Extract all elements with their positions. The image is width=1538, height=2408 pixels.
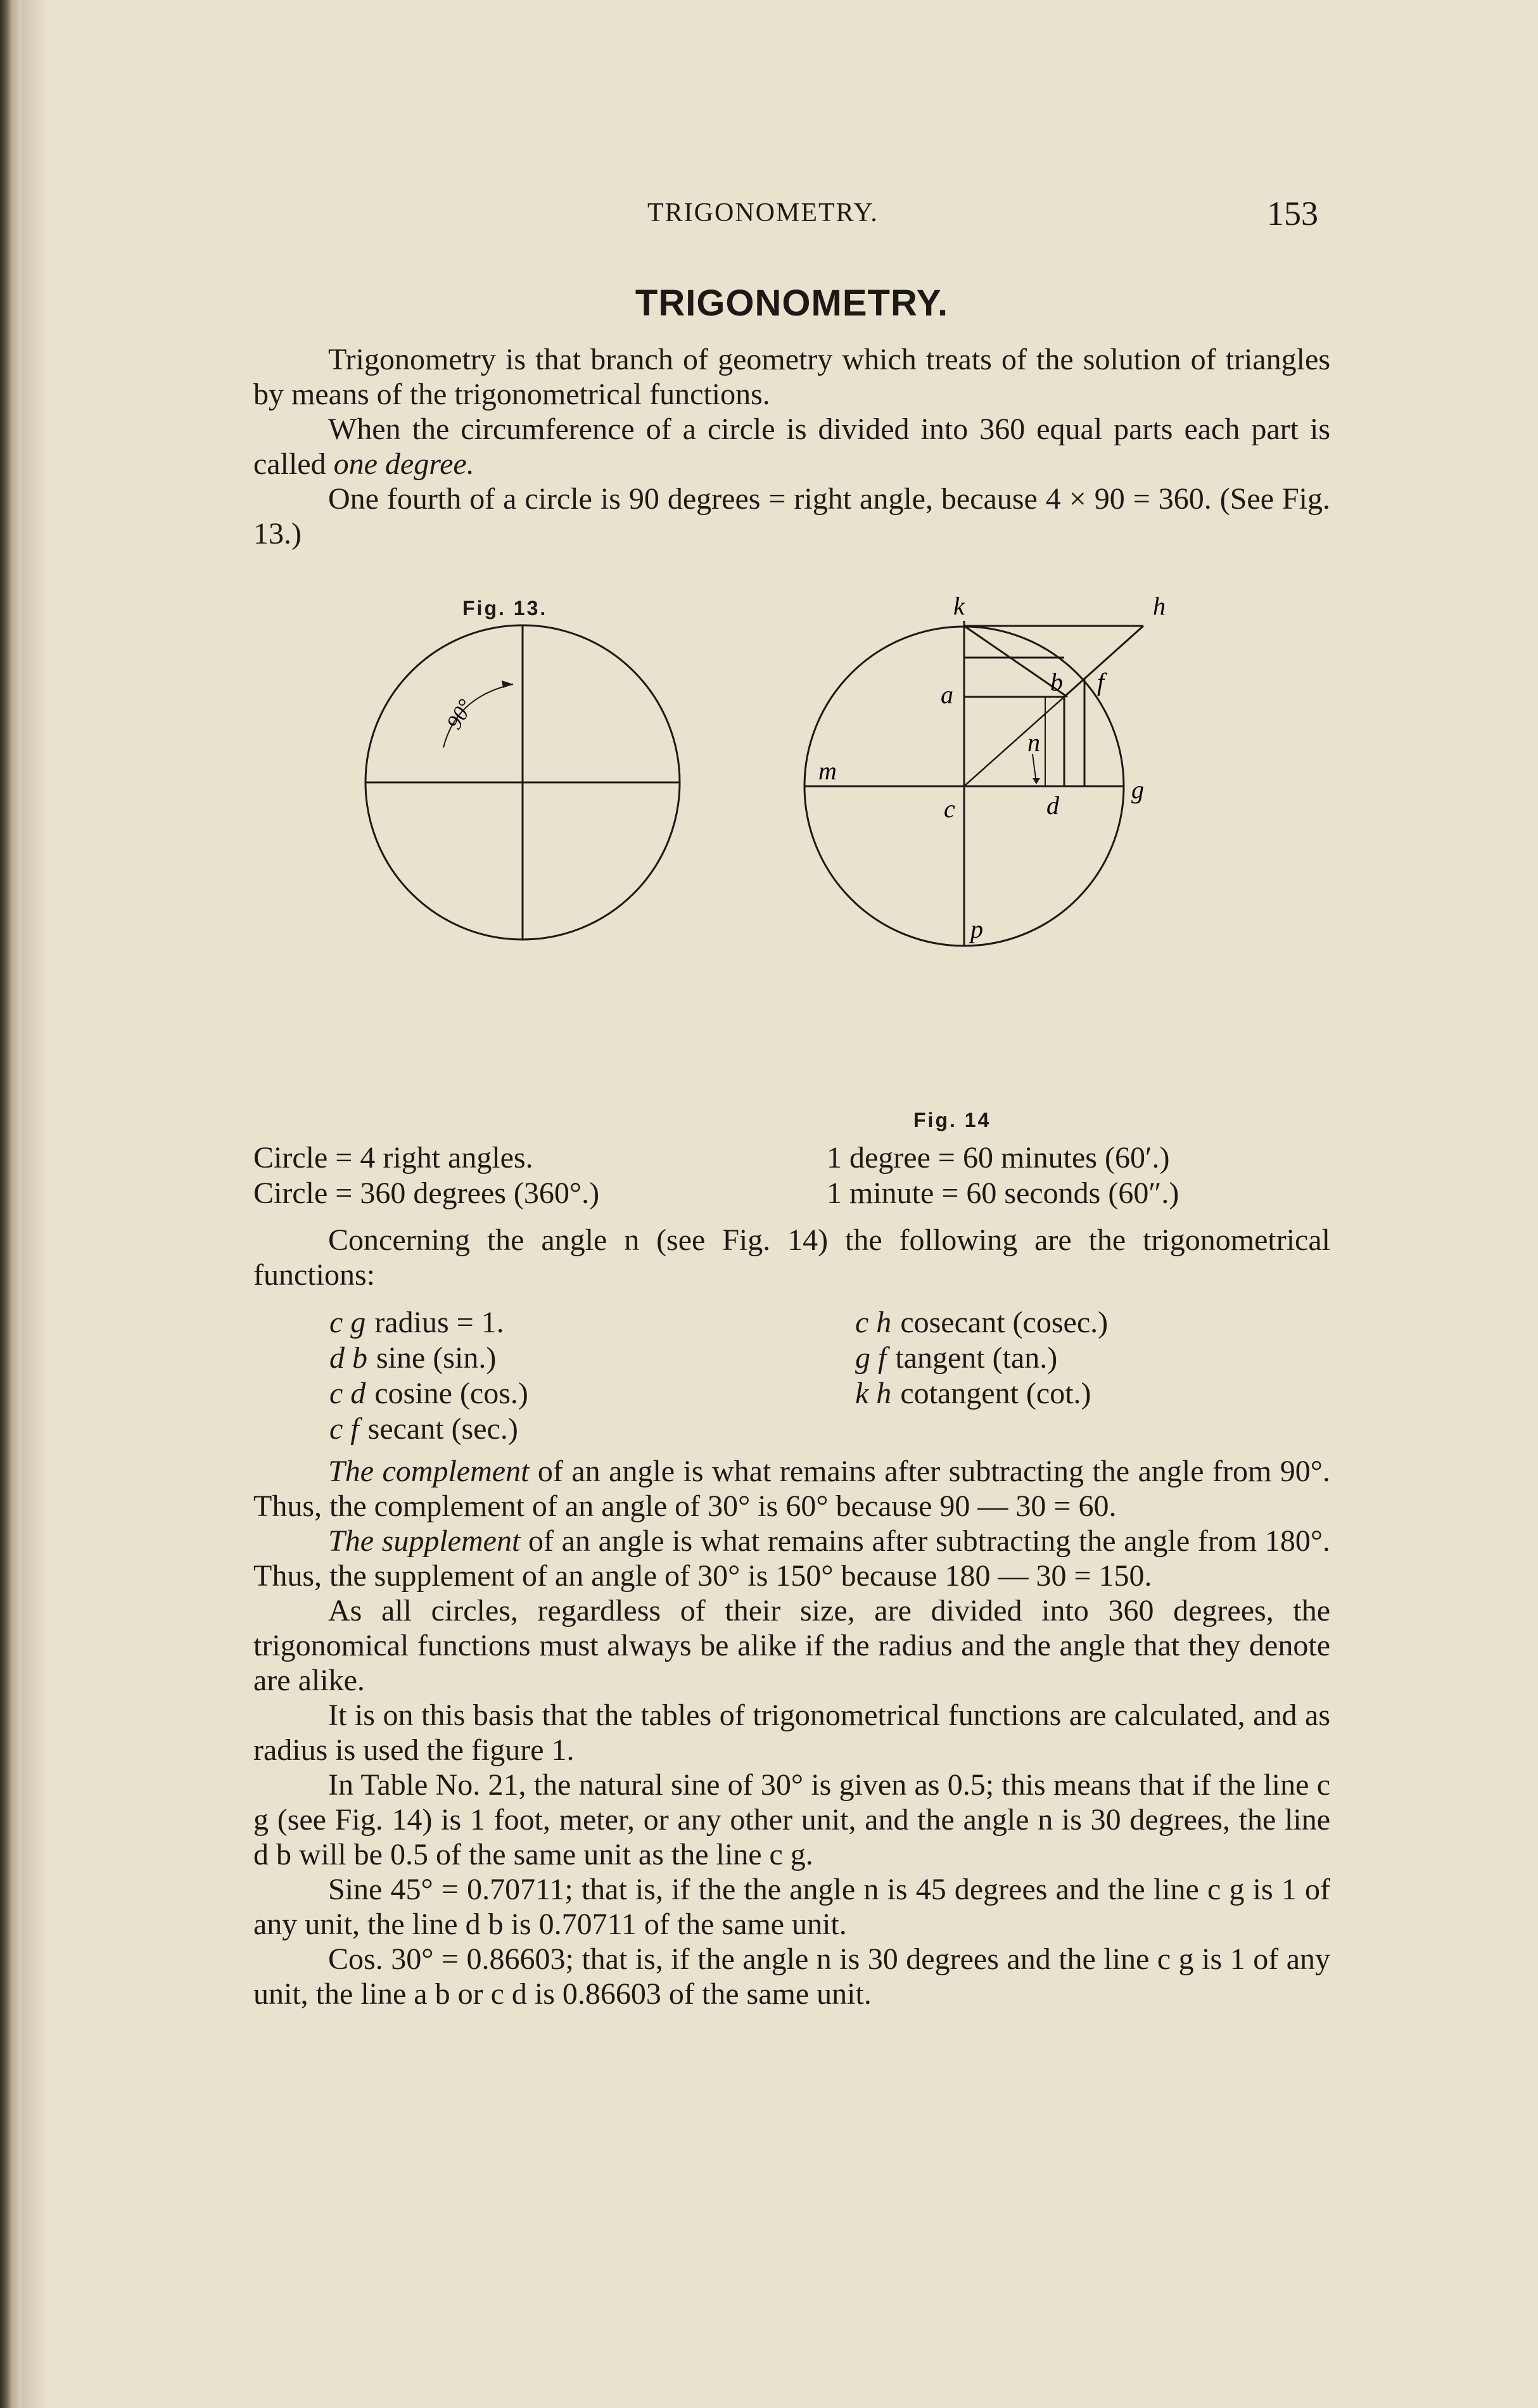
- function-name: radius = 1.: [374, 1306, 504, 1339]
- fig13-angle-label: 90°: [442, 695, 478, 734]
- function-row: [329, 1411, 528, 1447]
- term-supplement: The supplement: [328, 1524, 521, 1558]
- fact-minute-seconds: 1 minute = 60 seconds (60″.): [827, 1176, 1179, 1210]
- paragraph-basis: It is on this basis that the tables of trigonometrical functions are calculated, and as radius is used the figure 1.: [253, 1698, 1330, 1767]
- function-symbol: k h: [855, 1377, 892, 1410]
- fig14-radius-cb: [964, 697, 1064, 786]
- function-row: [329, 1341, 528, 1376]
- fact-degree-minutes: 1 degree = 60 minutes (60′.): [827, 1141, 1170, 1175]
- paragraph-complement: [253, 1454, 1330, 1524]
- concerning-paragraph: [253, 1223, 1330, 1292]
- fig13-label: Fig. 13.: [462, 597, 548, 620]
- paragraph-degree-text: When the circumference of a circle is divided into 360 equal parts each part is called: [253, 412, 1330, 481]
- body-paragraphs: [253, 1454, 1330, 2011]
- function-name: secant (sec.): [367, 1412, 518, 1446]
- paragraph-circles: As all circles, regardless of their size, are divided into 360 degrees, the trigonomical functions must always be alike if the radius and the angle that they denote are alike.: [253, 1594, 1330, 1697]
- intro-paragraphs: [253, 342, 1330, 551]
- term-one-degree: one degree.: [333, 447, 474, 481]
- paragraph-definition: Trigonometry is that branch of geometry which treats of the solution of triangles by means of the trigonometrical functions.: [253, 343, 1330, 411]
- paragraph-sine: Sine 45° = 0.70711; that is, if the the angle n is 45 degrees and the line c g is 1 of any unit, the line d b is 0.70711 of the same unit.: [253, 1873, 1330, 1941]
- fig13-arrow-head: [502, 680, 513, 688]
- fact-right-angles: Circle = 4 right angles.: [253, 1141, 533, 1175]
- function-symbol: c h: [855, 1306, 892, 1339]
- fig14-circle-diagram: [792, 596, 1204, 1115]
- book-binding-edge: [0, 0, 22, 2408]
- fig13-circle-diagram: [361, 621, 690, 950]
- function-name: cosecant (cosec.): [900, 1306, 1109, 1339]
- paragraph-cosine: Cos. 30° = 0.86603; that is, if the angle n is 30 degrees and the line c g is 1 of any unit, the line a b or c d is 0.86603 of the same unit.: [253, 1942, 1330, 2011]
- function-name: cotangent (cot.): [900, 1377, 1091, 1410]
- concerning-text: Concerning the angle n (see Fig. 14) the following are the trigonometrical functions:: [253, 1223, 1330, 1292]
- facts-left-column: [253, 1140, 599, 1211]
- function-row: [329, 1376, 528, 1411]
- running-title: TRIGONOMETRY.: [647, 198, 879, 227]
- paragraph-complement-text: of an angle is what remains after subtracting the angle from 90°. Thus, the complement of an angle of 30° is 60° because 90 — 30 = 60.: [253, 1455, 1330, 1523]
- function-symbol: g f: [855, 1341, 887, 1375]
- paragraph-supplement-text: of an angle is what remains after subtracting the angle from 180°. Thus, the supplement of an angle of 30° is 150° because 180 — 30 = 150.: [253, 1524, 1331, 1593]
- function-row: [855, 1305, 1108, 1341]
- paragraph-right-angle: One fourth of a circle is 90 degrees = right angle, because 4 × 90 = 360. (See Fig. 13.): [253, 482, 1330, 551]
- function-name: tangent (tan.): [895, 1341, 1058, 1375]
- function-row: [855, 1376, 1108, 1411]
- fig14-label-n: n: [1027, 728, 1040, 756]
- page-number: 153: [1267, 194, 1318, 233]
- paragraph-degree: [253, 412, 1330, 481]
- fig14-angle-arrow-head: [1033, 778, 1040, 784]
- paragraph-table: In Table No. 21, the natural sine of 30° is given as 0.5; this means that if the line c g (see Fig. 14) is 1 foot, meter, or any other unit, and the angle n is 30 degrees, the line d b will be 0.5 of the same unit as the line c g.: [253, 1768, 1330, 1871]
- functions-left-column: [329, 1305, 528, 1447]
- fig14-label-g: g: [1131, 775, 1144, 804]
- fig14-label-d: d: [1046, 791, 1059, 820]
- function-name: cosine (cos.): [374, 1377, 528, 1410]
- fig14-label: Fig. 14: [913, 1109, 991, 1131]
- term-complement: The complement: [328, 1455, 530, 1488]
- function-symbol: c g: [329, 1306, 366, 1339]
- fig14-label-a: a: [941, 680, 953, 709]
- fig14-label-k: k: [953, 596, 965, 620]
- function-symbol: c f: [329, 1412, 359, 1446]
- function-row: [329, 1305, 528, 1341]
- fig14-label-f: f: [1097, 668, 1105, 696]
- function-name: sine (sin.): [376, 1341, 497, 1375]
- function-row: [855, 1341, 1108, 1376]
- functions-right-column: [855, 1305, 1108, 1411]
- function-symbol: c d: [329, 1377, 366, 1410]
- fig14-label-b: b: [1050, 668, 1063, 696]
- fact-360-degrees: Circle = 360 degrees (360°.): [253, 1176, 600, 1210]
- function-symbol: d b: [329, 1341, 367, 1375]
- fig14-label-c: c: [944, 794, 955, 823]
- page-gutter-shadow: [22, 0, 47, 2408]
- fig14-label-p: p: [970, 915, 983, 943]
- running-head: [253, 194, 1330, 242]
- section-title: TRIGONOMETRY.: [635, 283, 949, 324]
- paragraph-supplement: [253, 1524, 1330, 1593]
- fig14-label-h: h: [1153, 596, 1166, 620]
- book-page: [253, 158, 1330, 2059]
- fig14-label-m: m: [818, 756, 837, 785]
- figures-area: [253, 596, 1330, 1131]
- facts-right-column: [827, 1140, 1179, 1211]
